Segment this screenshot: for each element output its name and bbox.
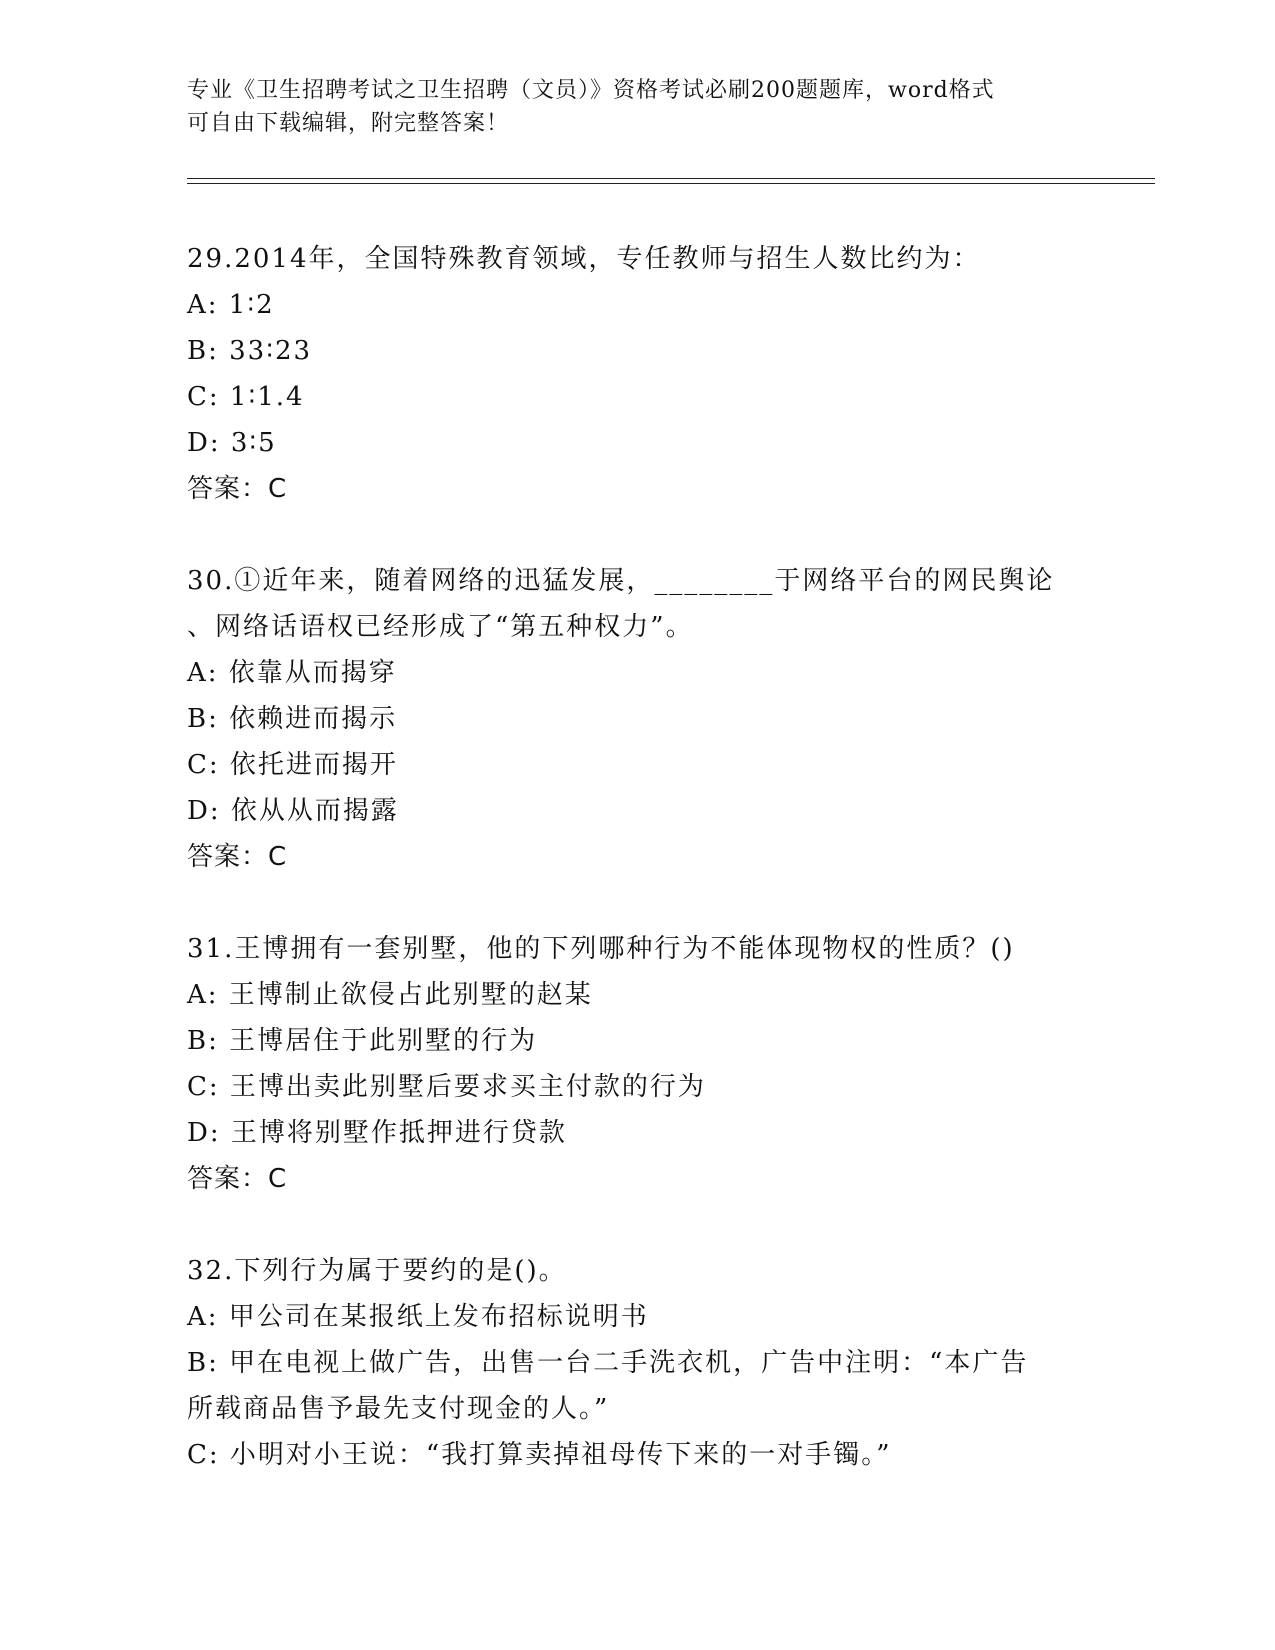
question-30: [187, 558, 1087, 880]
option-c: C: 依托进而揭开: [187, 750, 398, 780]
question-text-continued: 、网络话语权已经形成了“第五种权力”。: [187, 612, 694, 642]
question-29: [187, 236, 1087, 512]
document-header: [187, 74, 1067, 140]
question-32: [187, 1248, 1087, 1478]
option-d: D: 依从从而揭露: [187, 796, 399, 826]
option-b: B: 33∶23: [187, 336, 313, 366]
option-d: D: 3∶5: [187, 428, 277, 458]
answer: 答案：C: [187, 474, 288, 504]
option-d: D: 王博将别墅作抵押进行贷款: [187, 1118, 567, 1148]
header-divider-bottom: [187, 183, 1155, 184]
answer: 答案：C: [187, 1164, 288, 1194]
option-b: B: 王博居住于此别墅的行为: [187, 1026, 538, 1056]
option-a: A: 甲公司在某报纸上发布招标说明书: [187, 1302, 649, 1332]
question-31: [187, 926, 1087, 1202]
option-b-continued: 所载商品售予最先支付现金的人。”: [187, 1394, 610, 1424]
question-text: 29.2014年，全国特殊教育领域，专任教师与招生人数比约为：: [187, 244, 981, 274]
header-line-1: 专业《卫生招聘考试之卫生招聘（文员）》资格考试必刷200题题库，word格式: [187, 78, 995, 103]
option-c: C: 小明对小王说：“我打算卖掉祖母传下来的一对手镯。”: [187, 1440, 892, 1470]
header-divider-top: [187, 178, 1155, 179]
header-line-2: 可自由下载编辑，附完整答案！: [187, 111, 510, 136]
option-a: A: 1∶2: [187, 290, 275, 320]
question-text: 30.①近年来，随着网络的迅猛发展，________于网络平台的网民舆论: [187, 566, 1055, 596]
option-c: C: 王博出卖此别墅后要求买主付款的行为: [187, 1072, 706, 1102]
option-a: A: 王博制止欲侵占此别墅的赵某: [187, 980, 593, 1010]
answer: 答案：C: [187, 842, 288, 872]
option-b: B: 依赖进而揭示: [187, 704, 398, 734]
option-a: A: 依靠从而揭穿: [187, 658, 397, 688]
question-list: [187, 236, 1087, 1524]
question-text: 31.王博拥有一套别墅，他的下列哪种行为不能体现物权的性质？(): [187, 934, 1015, 964]
question-text: 32.下列行为属于要约的是()。: [187, 1256, 567, 1286]
option-c: C: 1∶1.4: [187, 382, 305, 412]
option-b: B: 甲在电视上做广告，出售一台二手洗衣机，广告中注明：“本广告: [187, 1348, 1029, 1378]
